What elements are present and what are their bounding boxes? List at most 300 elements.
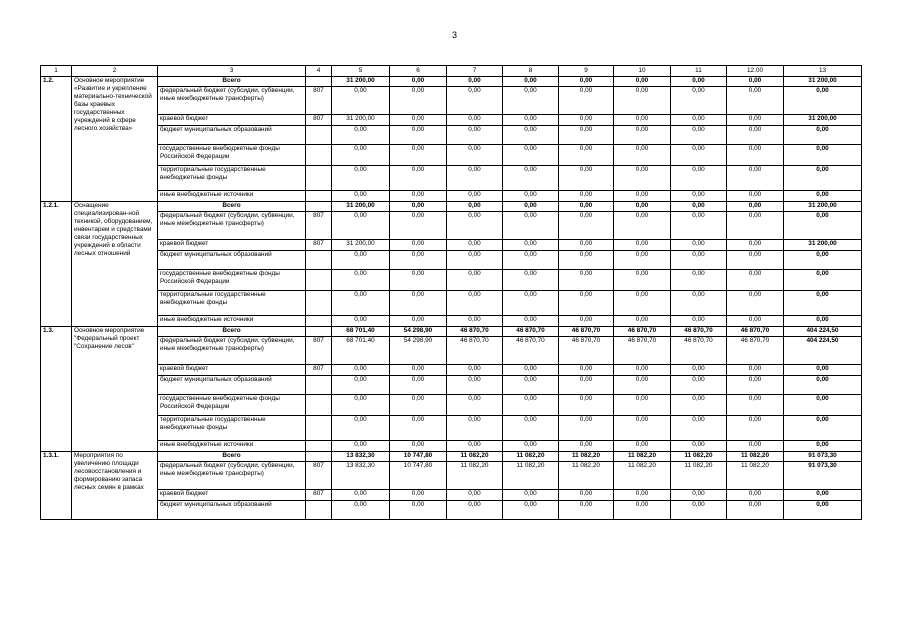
amount-cell: 46 870,70 xyxy=(727,327,784,337)
amount-cell: 0,00 xyxy=(447,291,503,316)
amount-cell: 0,00 xyxy=(559,126,614,145)
funding-source-label: иные внебюджетные источники xyxy=(158,191,306,202)
amount-cell: 0,00 xyxy=(447,77,503,87)
amount-cell: 0,00 xyxy=(727,212,784,240)
amount-cell: 0,00 xyxy=(559,501,614,520)
amount-cell: 0,00 xyxy=(671,87,727,115)
amount-cell: 0,00 xyxy=(390,202,447,212)
grbs-code: 807 xyxy=(306,240,332,251)
funding-source-label: федеральный бюджет (субсидии, субвенции, иные межбюджетные трансферты) xyxy=(158,337,306,365)
amount-cell: 0,00 xyxy=(332,490,390,501)
grbs-code xyxy=(306,77,332,87)
grbs-code: 807 xyxy=(306,115,332,126)
amount-cell: 0,00 xyxy=(390,115,447,126)
funding-source-label: бюджет муниципальных образований xyxy=(158,376,306,395)
amount-cell: 46 870,70 xyxy=(671,327,727,337)
grbs-code: 807 xyxy=(306,462,332,490)
amount-cell: 0,00 xyxy=(727,365,784,376)
grbs-code xyxy=(306,166,332,191)
column-header: 5 xyxy=(332,66,390,77)
grbs-code: 807 xyxy=(306,365,332,376)
amount-cell: 0,00 xyxy=(559,270,614,291)
amount-cell: 0,00 xyxy=(447,145,503,166)
amount-cell: 0,00 xyxy=(671,365,727,376)
amount-cell: 0,00 xyxy=(332,212,390,240)
amount-cell: 68 701,40 xyxy=(332,337,390,365)
row-total-cell: 0,00 xyxy=(784,191,862,202)
amount-cell: 31 200,00 xyxy=(332,202,390,212)
funding-source-label: Всего xyxy=(158,327,306,337)
amount-cell: 0,00 xyxy=(671,251,727,270)
amount-cell: 0,00 xyxy=(332,316,390,327)
budget-table xyxy=(40,65,862,520)
amount-cell: 0,00 xyxy=(503,202,559,212)
amount-cell: 0,00 xyxy=(614,365,671,376)
amount-cell: 31 200,00 xyxy=(332,115,390,126)
amount-cell: 11 082,20 xyxy=(614,452,671,462)
table-row xyxy=(41,490,862,501)
amount-cell: 0,00 xyxy=(559,166,614,191)
section-name: Оснащение специализирован-ной техникой, оборудованием, инвентарем и средствами связи государственных учреждений в области лесных отношений xyxy=(72,202,158,327)
amount-cell: 46 870,70 xyxy=(614,337,671,365)
grbs-code: 807 xyxy=(306,337,332,365)
row-total-cell: 0,00 xyxy=(784,126,862,145)
amount-cell: 46 870,70 xyxy=(559,327,614,337)
table-row xyxy=(41,462,862,490)
amount-cell: 0,00 xyxy=(727,191,784,202)
row-total-cell: 0,00 xyxy=(784,395,862,416)
amount-cell: 0,00 xyxy=(447,501,503,520)
amount-cell: 0,00 xyxy=(390,166,447,191)
table-row xyxy=(41,327,862,337)
amount-cell: 0,00 xyxy=(559,441,614,452)
amount-cell: 0,00 xyxy=(447,202,503,212)
row-total-cell: 31 200,00 xyxy=(784,240,862,251)
table-row xyxy=(41,316,862,327)
amount-cell: 0,00 xyxy=(727,291,784,316)
amount-cell: 11 082,20 xyxy=(503,462,559,490)
amount-cell: 46 870,70 xyxy=(447,337,503,365)
amount-cell: 0,00 xyxy=(390,291,447,316)
amount-cell: 46 870,70 xyxy=(727,337,784,365)
table-row xyxy=(41,212,862,240)
amount-cell: 0,00 xyxy=(671,441,727,452)
amount-cell: 0,00 xyxy=(332,365,390,376)
amount-cell: 0,00 xyxy=(671,376,727,395)
grbs-code xyxy=(306,376,332,395)
amount-cell: 11 082,20 xyxy=(671,462,727,490)
amount-cell: 0,00 xyxy=(503,376,559,395)
amount-cell: 0,00 xyxy=(447,212,503,240)
amount-cell: 0,00 xyxy=(727,240,784,251)
amount-cell: 0,00 xyxy=(503,191,559,202)
amount-cell: 0,00 xyxy=(614,490,671,501)
amount-cell: 0,00 xyxy=(447,240,503,251)
amount-cell: 0,00 xyxy=(614,270,671,291)
table-row xyxy=(41,452,862,462)
funding-source-label: федеральный бюджет (субсидии, субвенции, иные межбюджетные трансферты) xyxy=(158,87,306,115)
table-row xyxy=(41,416,862,441)
row-total-cell: 0,00 xyxy=(784,376,862,395)
amount-cell: 0,00 xyxy=(503,490,559,501)
amount-cell: 46 870,70 xyxy=(614,327,671,337)
amount-cell: 0,00 xyxy=(447,166,503,191)
amount-cell: 0,00 xyxy=(671,77,727,87)
funding-source-label: краевой бюджет xyxy=(158,365,306,376)
section-code: 1.3.1. xyxy=(41,452,72,520)
amount-cell: 0,00 xyxy=(671,202,727,212)
amount-cell: 0,00 xyxy=(671,316,727,327)
row-total-cell: 404 224,50 xyxy=(784,327,862,337)
row-total-cell: 0,00 xyxy=(784,501,862,520)
amount-cell: 0,00 xyxy=(332,145,390,166)
amount-cell: 31 200,00 xyxy=(332,77,390,87)
amount-cell: 0,00 xyxy=(332,166,390,191)
section-name: Основное мероприятие "Федеральный проект "Сохранение лесов" xyxy=(72,327,158,452)
amount-cell: 0,00 xyxy=(447,441,503,452)
amount-cell: 0,00 xyxy=(727,251,784,270)
amount-cell: 0,00 xyxy=(614,291,671,316)
column-header: 10 xyxy=(614,66,671,77)
funding-source-label: бюджет муниципальных образований xyxy=(158,501,306,520)
amount-cell: 0,00 xyxy=(447,191,503,202)
row-total-cell: 404 224,50 xyxy=(784,337,862,365)
amount-cell: 0,00 xyxy=(447,490,503,501)
amount-cell: 0,00 xyxy=(671,240,727,251)
row-total-cell: 31 200,00 xyxy=(784,202,862,212)
amount-cell: 13 832,30 xyxy=(332,462,390,490)
amount-cell: 0,00 xyxy=(614,87,671,115)
amount-cell: 0,00 xyxy=(503,441,559,452)
amount-cell: 0,00 xyxy=(671,115,727,126)
amount-cell: 31 200,00 xyxy=(332,240,390,251)
funding-source-label: Всего xyxy=(158,202,306,212)
amount-cell: 0,00 xyxy=(332,270,390,291)
amount-cell: 0,00 xyxy=(390,365,447,376)
grbs-code xyxy=(306,395,332,416)
amount-cell: 0,00 xyxy=(390,251,447,270)
amount-cell: 0,00 xyxy=(727,395,784,416)
grbs-code xyxy=(306,291,332,316)
amount-cell: 0,00 xyxy=(559,202,614,212)
amount-cell: 0,00 xyxy=(727,416,784,441)
amount-cell: 11 082,20 xyxy=(671,452,727,462)
amount-cell: 0,00 xyxy=(332,416,390,441)
amount-cell: 0,00 xyxy=(559,240,614,251)
table-row xyxy=(41,251,862,270)
amount-cell: 0,00 xyxy=(503,365,559,376)
funding-source-label: краевой бюджет xyxy=(158,240,306,251)
row-total-cell: 91 073,30 xyxy=(784,452,862,462)
row-total-cell: 31 200,00 xyxy=(784,77,862,87)
amount-cell: 0,00 xyxy=(614,240,671,251)
column-header: 13 xyxy=(784,66,862,77)
funding-source-label: иные внебюджетные источники xyxy=(158,441,306,452)
grbs-code xyxy=(306,126,332,145)
section-code: 1.2. xyxy=(41,77,72,202)
amount-cell: 0,00 xyxy=(503,291,559,316)
amount-cell: 0,00 xyxy=(447,316,503,327)
section-code: 1.2.1. xyxy=(41,202,72,327)
amount-cell: 0,00 xyxy=(559,191,614,202)
funding-source-label: государственные внебюджетные фонды Российской Федерации xyxy=(158,395,306,416)
amount-cell: 46 870,70 xyxy=(671,337,727,365)
amount-cell: 0,00 xyxy=(447,416,503,441)
row-total-cell: 0,00 xyxy=(784,490,862,501)
amount-cell: 0,00 xyxy=(614,145,671,166)
amount-cell: 0,00 xyxy=(390,270,447,291)
amount-cell: 0,00 xyxy=(671,270,727,291)
section-name: Основное мероприятие «Развитие и укрепление материально-технической базы краевых государственных учреждений в сфере лесного хозяйства» xyxy=(72,77,158,202)
amount-cell: 0,00 xyxy=(332,376,390,395)
amount-cell: 0,00 xyxy=(614,316,671,327)
amount-cell: 11 082,20 xyxy=(727,452,784,462)
amount-cell: 11 082,20 xyxy=(727,462,784,490)
section-name: Мероприятия по увеличению площади лесовосстановления и формированию запаса лесных семян в рамках xyxy=(72,452,158,520)
amount-cell: 0,00 xyxy=(727,376,784,395)
row-total-cell: 0,00 xyxy=(784,166,862,191)
table-row xyxy=(41,291,862,316)
amount-cell: 13 832,30 xyxy=(332,452,390,462)
table-row xyxy=(41,270,862,291)
funding-source-label: бюджет муниципальных образований xyxy=(158,126,306,145)
amount-cell: 0,00 xyxy=(559,316,614,327)
column-header: 7 xyxy=(447,66,503,77)
table-row xyxy=(41,376,862,395)
table-row xyxy=(41,87,862,115)
table-row xyxy=(41,77,862,87)
amount-cell: 0,00 xyxy=(727,87,784,115)
amount-cell: 0,00 xyxy=(614,126,671,145)
amount-cell: 0,00 xyxy=(671,212,727,240)
amount-cell: 0,00 xyxy=(559,365,614,376)
amount-cell: 0,00 xyxy=(559,212,614,240)
table-row xyxy=(41,240,862,251)
amount-cell: 0,00 xyxy=(671,126,727,145)
amount-cell: 0,00 xyxy=(503,251,559,270)
amount-cell: 0,00 xyxy=(614,416,671,441)
amount-cell: 0,00 xyxy=(559,145,614,166)
amount-cell: 0,00 xyxy=(559,77,614,87)
amount-cell: 0,00 xyxy=(503,316,559,327)
amount-cell: 0,00 xyxy=(671,501,727,520)
amount-cell: 0,00 xyxy=(503,416,559,441)
row-total-cell: 0,00 xyxy=(784,212,862,240)
amount-cell: 0,00 xyxy=(503,126,559,145)
table-body xyxy=(41,66,862,520)
amount-cell: 0,00 xyxy=(671,145,727,166)
grbs-code xyxy=(306,501,332,520)
amount-cell: 0,00 xyxy=(447,270,503,291)
table-row xyxy=(41,395,862,416)
amount-cell: 0,00 xyxy=(727,316,784,327)
table-row xyxy=(41,441,862,452)
column-header: 2 xyxy=(72,66,158,77)
amount-cell: 0,00 xyxy=(503,240,559,251)
amount-cell: 0,00 xyxy=(503,115,559,126)
amount-cell: 0,00 xyxy=(559,87,614,115)
amount-cell: 0,00 xyxy=(503,77,559,87)
section-code: 1.3. xyxy=(41,327,72,452)
amount-cell: 0,00 xyxy=(390,395,447,416)
table-row xyxy=(41,166,862,191)
amount-cell: 68 701,40 xyxy=(332,327,390,337)
table-row xyxy=(41,202,862,212)
amount-cell: 0,00 xyxy=(390,191,447,202)
amount-cell: 0,00 xyxy=(559,251,614,270)
amount-cell: 0,00 xyxy=(503,395,559,416)
column-header: 6 xyxy=(390,66,447,77)
column-header: 8 xyxy=(503,66,559,77)
amount-cell: 0,00 xyxy=(727,441,784,452)
amount-cell: 0,00 xyxy=(447,87,503,115)
amount-cell: 0,00 xyxy=(727,166,784,191)
amount-cell: 0,00 xyxy=(332,291,390,316)
row-total-cell: 31 200,00 xyxy=(784,115,862,126)
row-total-cell: 0,00 xyxy=(784,87,862,115)
table-row xyxy=(41,115,862,126)
amount-cell: 0,00 xyxy=(390,240,447,251)
row-total-cell: 0,00 xyxy=(784,416,862,441)
amount-cell: 0,00 xyxy=(447,251,503,270)
amount-cell: 0,00 xyxy=(332,191,390,202)
amount-cell: 54 298,90 xyxy=(390,327,447,337)
amount-cell: 0,00 xyxy=(727,77,784,87)
amount-cell: 0,00 xyxy=(332,441,390,452)
amount-cell: 0,00 xyxy=(390,77,447,87)
amount-cell: 46 870,70 xyxy=(559,337,614,365)
row-total-cell: 0,00 xyxy=(784,270,862,291)
table-row xyxy=(41,337,862,365)
amount-cell: 0,00 xyxy=(332,501,390,520)
amount-cell: 11 082,20 xyxy=(503,452,559,462)
amount-cell: 0,00 xyxy=(447,365,503,376)
grbs-code xyxy=(306,452,332,462)
column-header: 11 xyxy=(671,66,727,77)
amount-cell: 0,00 xyxy=(447,376,503,395)
amount-cell: 0,00 xyxy=(390,145,447,166)
amount-cell: 0,00 xyxy=(390,212,447,240)
amount-cell: 0,00 xyxy=(671,166,727,191)
table-row xyxy=(41,191,862,202)
amount-cell: 0,00 xyxy=(671,416,727,441)
funding-source-label: территориальные государственные внебюджетные фонды xyxy=(158,291,306,316)
amount-cell: 0,00 xyxy=(614,202,671,212)
amount-cell: 0,00 xyxy=(447,395,503,416)
funding-source-label: Всего xyxy=(158,77,306,87)
amount-cell: 0,00 xyxy=(559,395,614,416)
funding-source-label: территориальные государственные внебюджетные фонды xyxy=(158,166,306,191)
amount-cell: 0,00 xyxy=(727,145,784,166)
funding-source-label: федеральный бюджет (субсидии, субвенции, иные межбюджетные трансферты) xyxy=(158,462,306,490)
amount-cell: 0,00 xyxy=(559,416,614,441)
amount-cell: 0,00 xyxy=(614,191,671,202)
amount-cell: 0,00 xyxy=(614,166,671,191)
amount-cell: 0,00 xyxy=(671,291,727,316)
amount-cell: 0,00 xyxy=(614,251,671,270)
amount-cell: 0,00 xyxy=(390,490,447,501)
amount-cell: 0,00 xyxy=(671,191,727,202)
amount-cell: 11 082,20 xyxy=(559,462,614,490)
amount-cell: 10 747,80 xyxy=(390,452,447,462)
grbs-code xyxy=(306,441,332,452)
table-row xyxy=(41,365,862,376)
row-total-cell: 0,00 xyxy=(784,316,862,327)
amount-cell: 0,00 xyxy=(727,270,784,291)
amount-cell: 0,00 xyxy=(614,376,671,395)
amount-cell: 0,00 xyxy=(614,441,671,452)
amount-cell: 0,00 xyxy=(447,126,503,145)
column-header-row xyxy=(41,66,862,77)
amount-cell: 0,00 xyxy=(503,212,559,240)
table-row xyxy=(41,501,862,520)
amount-cell: 0,00 xyxy=(727,115,784,126)
grbs-code xyxy=(306,416,332,441)
row-total-cell: 0,00 xyxy=(784,291,862,316)
funding-source-label: государственные внебюджетные фонды Российской Федерации xyxy=(158,145,306,166)
amount-cell: 0,00 xyxy=(390,501,447,520)
amount-cell: 10 747,80 xyxy=(390,462,447,490)
amount-cell: 0,00 xyxy=(559,490,614,501)
amount-cell: 0,00 xyxy=(614,115,671,126)
amount-cell: 0,00 xyxy=(727,490,784,501)
amount-cell: 0,00 xyxy=(390,441,447,452)
row-total-cell: 0,00 xyxy=(784,441,862,452)
grbs-code: 807 xyxy=(306,87,332,115)
grbs-code xyxy=(306,327,332,337)
table-row xyxy=(41,126,862,145)
amount-cell: 0,00 xyxy=(390,87,447,115)
amount-cell: 0,00 xyxy=(559,376,614,395)
funding-source-label: краевой бюджет xyxy=(158,115,306,126)
amount-cell: 0,00 xyxy=(559,115,614,126)
amount-cell: 0,00 xyxy=(390,376,447,395)
amount-cell: 11 082,20 xyxy=(447,452,503,462)
amount-cell: 0,00 xyxy=(559,291,614,316)
funding-source-label: федеральный бюджет (субсидии, субвенции, иные межбюджетные трансферты) xyxy=(158,212,306,240)
column-header: 9 xyxy=(559,66,614,77)
amount-cell: 0,00 xyxy=(447,115,503,126)
amount-cell: 0,00 xyxy=(332,251,390,270)
amount-cell: 0,00 xyxy=(671,490,727,501)
amount-cell: 0,00 xyxy=(614,77,671,87)
amount-cell: 0,00 xyxy=(390,416,447,441)
amount-cell: 0,00 xyxy=(332,126,390,145)
funding-source-label: бюджет муниципальных образований xyxy=(158,251,306,270)
amount-cell: 11 082,20 xyxy=(559,452,614,462)
row-total-cell: 0,00 xyxy=(784,251,862,270)
amount-cell: 0,00 xyxy=(390,126,447,145)
amount-cell: 0,00 xyxy=(614,501,671,520)
amount-cell: 54 298,90 xyxy=(390,337,447,365)
amount-cell: 0,00 xyxy=(671,395,727,416)
funding-source-label: государственные внебюджетные фонды Российской Федерации xyxy=(158,270,306,291)
funding-source-label: Всего xyxy=(158,452,306,462)
amount-cell: 11 082,20 xyxy=(614,462,671,490)
row-total-cell: 91 073,30 xyxy=(784,462,862,490)
amount-cell: 46 870,70 xyxy=(503,327,559,337)
amount-cell: 0,00 xyxy=(614,395,671,416)
amount-cell: 46 870,70 xyxy=(447,327,503,337)
row-total-cell: 0,00 xyxy=(784,365,862,376)
column-header: 12.00 xyxy=(727,66,784,77)
amount-cell: 0,00 xyxy=(503,87,559,115)
grbs-code xyxy=(306,251,332,270)
amount-cell: 0,00 xyxy=(727,202,784,212)
funding-source-label: краевой бюджет xyxy=(158,490,306,501)
amount-cell: 0,00 xyxy=(332,395,390,416)
amount-cell: 0,00 xyxy=(503,145,559,166)
